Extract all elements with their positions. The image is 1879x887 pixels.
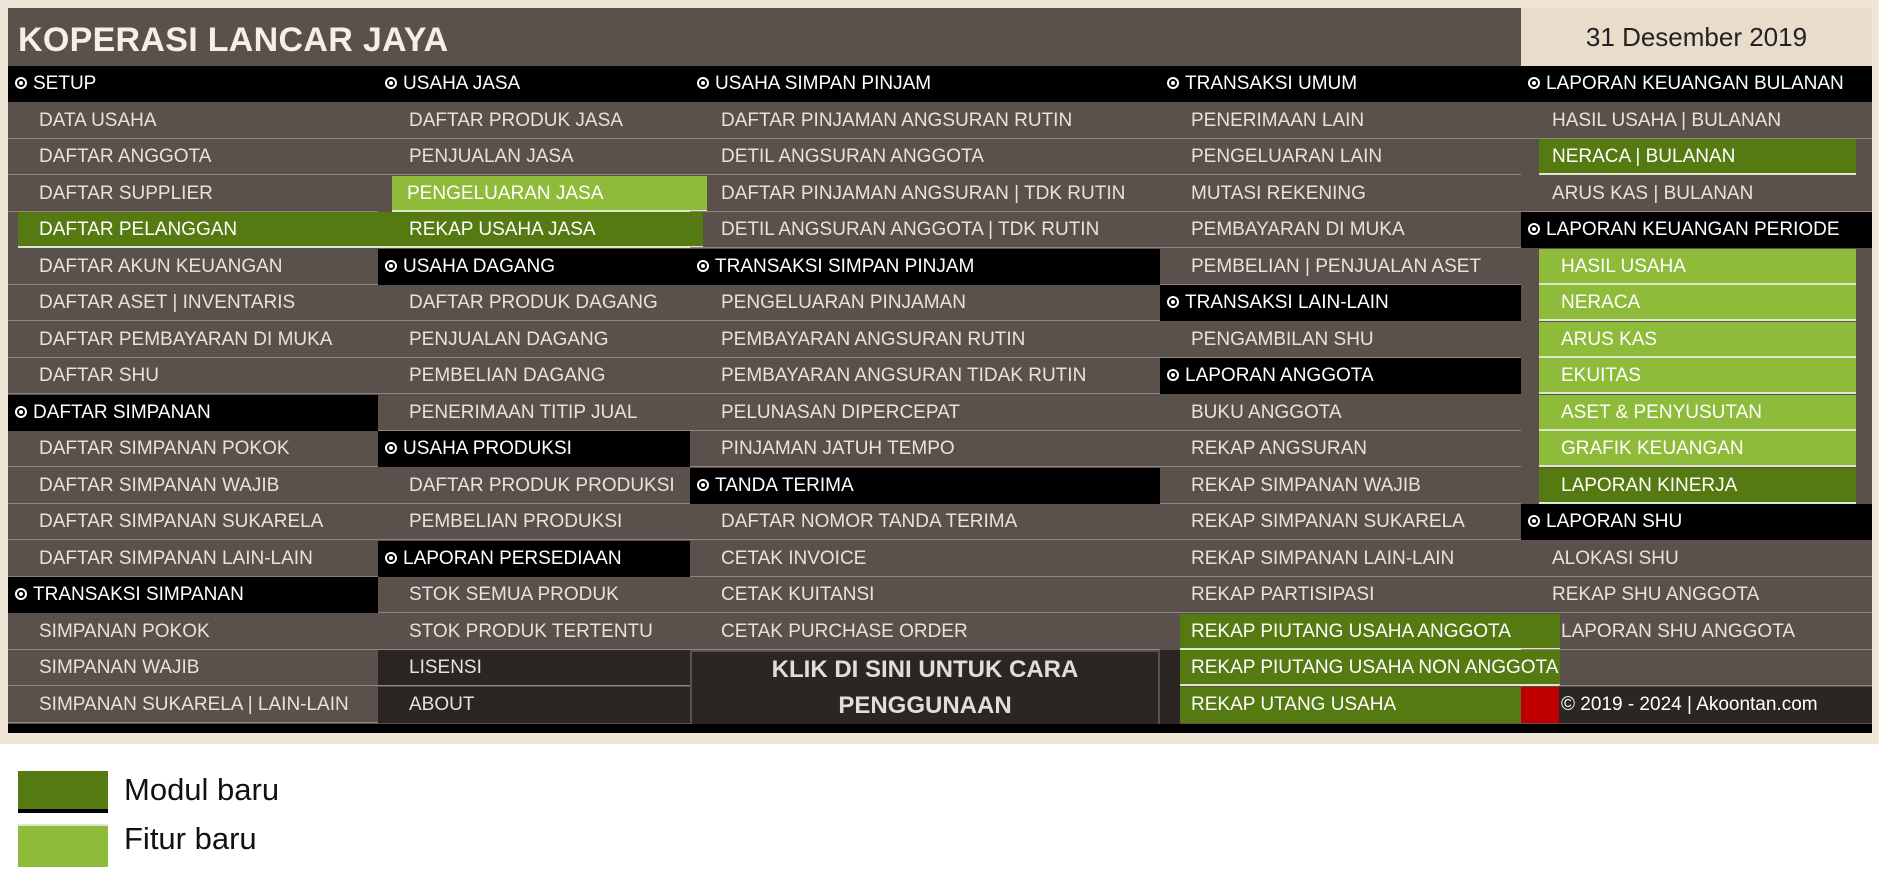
menu-pembayaran-angsuran-rutin[interactable]: PEMBAYARAN ANGSURAN RUTIN: [690, 322, 1160, 358]
section-label: LAPORAN KEUANGAN BULANAN: [1546, 73, 1844, 94]
menu-daftar-pelanggan[interactable]: DAFTAR PELANGGAN: [18, 212, 703, 248]
menu-daftar-pinjaman-tdk-rutin[interactable]: DAFTAR PINJAMAN ANGSURAN | TDK RUTIN: [690, 176, 1160, 212]
section-transaksi-simpanan[interactable]: [8, 577, 378, 613]
menu-simpanan-sukarela-lain-lain[interactable]: SIMPANAN SUKARELA | LAIN-LAIN: [8, 687, 378, 723]
menu-laporan-shu-anggota[interactable]: LAPORAN SHU ANGGOTA: [1521, 614, 1872, 650]
section-usaha-jasa[interactable]: [378, 66, 690, 102]
radio-bullet-icon: [1528, 515, 1540, 527]
section-label: LAPORAN KEUANGAN PERIODE: [1546, 219, 1840, 240]
section-laporan-shu[interactable]: [1521, 504, 1872, 540]
section-laporan-keuangan-periode[interactable]: [1521, 212, 1872, 248]
menu-hasil-usaha-bulanan[interactable]: HASIL USAHA | BULANAN: [1521, 103, 1872, 139]
section-label: TANDA TERIMA: [715, 475, 854, 496]
radio-bullet-icon: [697, 260, 709, 272]
menu-stok-produk-tertentu[interactable]: STOK PRODUK TERTENTU: [378, 614, 690, 650]
menu-daftar-produk-jasa[interactable]: DAFTAR PRODUK JASA: [378, 103, 690, 139]
menu-simpanan-pokok[interactable]: SIMPANAN POKOK: [8, 614, 378, 650]
menu-rekap-usaha-jasa[interactable]: REKAP USAHA JASA: [409, 219, 596, 240]
section-usaha-dagang[interactable]: [378, 249, 690, 285]
radio-bullet-icon: [697, 479, 709, 491]
menu-detil-angsuran-tdk-rutin[interactable]: DETIL ANGSURAN ANGGOTA | TDK RUTIN: [690, 212, 1160, 248]
section-label: USAHA PRODUKSI: [403, 438, 572, 459]
menu-daftar-produk-produksi[interactable]: DAFTAR PRODUK PRODUKSI: [378, 468, 690, 504]
radio-bullet-icon: [1167, 296, 1179, 308]
menu-stok-semua-produk[interactable]: STOK SEMUA PRODUK: [378, 577, 690, 613]
menu-detil-angsuran-anggota[interactable]: DETIL ANGSURAN ANGGOTA: [690, 139, 1160, 175]
menu-pembelian-penjualan-aset[interactable]: PEMBELIAN | PENJUALAN ASET: [1160, 249, 1521, 285]
legend-label-modul-baru: Modul baru: [124, 772, 280, 807]
section-label: USAHA SIMPAN PINJAM: [715, 73, 932, 94]
radio-bullet-icon: [15, 588, 27, 600]
menu-penerimaan-lain[interactable]: PENERIMAAN LAIN: [1160, 103, 1521, 139]
section-transaksi-simpan-pinjam[interactable]: [690, 249, 1160, 285]
legend-swatch-fitur-baru: [18, 824, 108, 867]
section-usaha-simpan-pinjam[interactable]: [690, 66, 1160, 102]
menu-aset-penyusutan[interactable]: ASET & PENYUSUTAN: [1539, 395, 1856, 431]
menu-grafik-keuangan[interactable]: GRAFIK KEUANGAN: [1539, 431, 1856, 467]
main-menu-panel: [8, 8, 1872, 733]
section-label: LAPORAN PERSEDIAAN: [403, 548, 622, 569]
radio-bullet-icon: [15, 77, 27, 89]
menu-daftar-akun-keuangan[interactable]: DAFTAR AKUN KEUANGAN: [8, 249, 378, 285]
menu-pembelian-produksi[interactable]: PEMBELIAN PRODUKSI: [378, 504, 690, 540]
date-display: 31 Desember 2019: [1521, 8, 1872, 66]
section-label: DAFTAR SIMPANAN: [33, 402, 211, 423]
copyright-text: © 2019 - 2024 | Akoontan.com: [1559, 687, 1872, 723]
menu-alokasi-shu[interactable]: ALOKASI SHU: [1521, 541, 1872, 577]
filler-block: [1160, 650, 1180, 724]
section-transaksi-umum[interactable]: [1160, 66, 1521, 102]
menu-arus-kas[interactable]: ARUS KAS: [1539, 322, 1856, 358]
menu-mutasi-rekening[interactable]: MUTASI REKENING: [1160, 176, 1521, 212]
menu-rekap-piutang-usaha-anggota[interactable]: REKAP PIUTANG USAHA ANGGOTA: [1180, 614, 1560, 650]
menu-pengambilan-shu[interactable]: PENGAMBILAN SHU: [1160, 322, 1521, 358]
menu-daftar-nomor-tanda-terima[interactable]: DAFTAR NOMOR TANDA TERIMA: [690, 504, 1160, 540]
radio-bullet-icon: [15, 406, 27, 418]
radio-bullet-icon: [385, 77, 397, 89]
section-daftar-simpanan[interactable]: [8, 395, 378, 431]
section-usaha-produksi[interactable]: [378, 431, 690, 467]
menu-penjualan-dagang[interactable]: PENJUALAN DAGANG: [378, 322, 690, 358]
menu-hasil-usaha[interactable]: HASIL USAHA: [1539, 249, 1856, 285]
menu-daftar-pinjaman-angsuran-rutin[interactable]: DAFTAR PINJAMAN ANGSURAN RUTIN: [690, 103, 1160, 139]
menu-about[interactable]: ABOUT: [378, 687, 690, 723]
menu-daftar-produk-dagang[interactable]: DAFTAR PRODUK DAGANG: [378, 285, 690, 321]
menu-daftar-anggota[interactable]: DAFTAR ANGGOTA: [8, 139, 378, 175]
menu-pembelian-dagang[interactable]: PEMBELIAN DAGANG: [378, 358, 690, 394]
section-label: TRANSAKSI SIMPANAN: [33, 584, 244, 605]
menu-rekap-partisipasi[interactable]: REKAP PARTISIPASI: [1160, 577, 1521, 613]
menu-pinjaman-jatuh-tempo[interactable]: PINJAMAN JATUH TEMPO: [690, 431, 1160, 467]
radio-bullet-icon: [385, 442, 397, 454]
menu-neraca-bulanan[interactable]: NERACA | BULANAN: [1539, 139, 1856, 175]
menu-daftar-supplier[interactable]: DAFTAR SUPPLIER: [8, 176, 378, 212]
menu-penerimaan-titip-jual[interactable]: PENERIMAAN TITIP JUAL: [378, 395, 690, 431]
menu-rekap-simpanan-sukarela[interactable]: REKAP SIMPANAN SUKARELA: [1160, 504, 1521, 540]
menu-rekap-piutang-usaha-non-anggota[interactable]: REKAP PIUTANG USAHA NON ANGGOTA: [1180, 650, 1560, 686]
menu-rekap-utang-usaha[interactable]: REKAP UTANG USAHA: [1180, 687, 1521, 723]
help-button[interactable]: [692, 652, 1158, 724]
section-laporan-keuangan-bulanan[interactable]: [1521, 66, 1872, 102]
menu-pengeluaran-jasa[interactable]: PENGELUARAN JASA: [392, 176, 707, 212]
section-label: USAHA JASA: [403, 73, 521, 94]
menu-daftar-simpanan-wajib[interactable]: DAFTAR SIMPANAN WAJIB: [8, 468, 378, 504]
menu-rekap-simpanan-lain-lain[interactable]: REKAP SIMPANAN LAIN-LAIN: [1160, 541, 1521, 577]
menu-cetak-purchase-order[interactable]: CETAK PURCHASE ORDER: [690, 614, 1160, 650]
menu-pengeluaran-lain[interactable]: PENGELUARAN LAIN: [1160, 139, 1521, 175]
menu-daftar-simpanan-lain-lain[interactable]: DAFTAR SIMPANAN LAIN-LAIN: [8, 541, 378, 577]
legend-label-fitur-baru: Fitur baru: [124, 821, 257, 856]
section-transaksi-lain-lain[interactable]: [1160, 285, 1521, 321]
menu-daftar-aset-inventaris[interactable]: DAFTAR ASET | INVENTARIS: [8, 285, 378, 321]
legend-swatch-modul-baru: [18, 771, 108, 813]
section-tanda-terima[interactable]: [690, 468, 1160, 504]
section-label: LAPORAN SHU: [1546, 511, 1683, 532]
menu-rekap-angsuran[interactable]: REKAP ANGSURAN: [1160, 431, 1521, 467]
bottom-border: [8, 724, 1872, 733]
menu-daftar-simpanan-sukarela[interactable]: DAFTAR SIMPANAN SUKARELA: [8, 504, 378, 540]
red-marker: [1521, 687, 1559, 723]
menu-pembayaran-angsuran-tidak-rutin[interactable]: PEMBAYARAN ANGSURAN TIDAK RUTIN: [690, 358, 1160, 394]
radio-bullet-icon: [1528, 223, 1540, 235]
menu-daftar-shu[interactable]: DAFTAR SHU: [8, 358, 378, 394]
menu-rekap-simpanan-wajib[interactable]: REKAP SIMPANAN WAJIB: [1160, 468, 1521, 504]
menu-simpanan-wajib[interactable]: SIMPANAN WAJIB: [8, 650, 378, 686]
section-label: LAPORAN ANGGOTA: [1185, 365, 1374, 386]
menu-lisensi[interactable]: LISENSI: [378, 650, 690, 686]
app-title: KOPERASI LANCAR JAYA: [18, 21, 449, 59]
empty-cell: [1559, 650, 1872, 686]
radio-bullet-icon: [1528, 77, 1540, 89]
radio-bullet-icon: [385, 260, 397, 272]
section-setup[interactable]: [8, 66, 378, 102]
section-label: TRANSAKSI SIMPAN PINJAM: [715, 256, 975, 277]
menu-ekuitas[interactable]: EKUITAS: [1539, 358, 1856, 394]
menu-cetak-kuitansi[interactable]: CETAK KUITANSI: [690, 577, 1160, 613]
section-laporan-anggota[interactable]: [1160, 358, 1521, 394]
menu-neraca[interactable]: NERACA: [1539, 285, 1856, 321]
menu-pelunasan-dipercepat[interactable]: PELUNASAN DIPERCEPAT: [690, 395, 1160, 431]
radio-bullet-icon: [385, 552, 397, 564]
help-line-1: KLIK DI SINI UNTUK CARA: [771, 656, 1079, 683]
menu-pengeluaran-pinjaman[interactable]: PENGELUARAN PINJAMAN: [690, 285, 1160, 321]
menu-laporan-kinerja[interactable]: LAPORAN KINERJA: [1539, 468, 1856, 504]
menu-rekap-shu-anggota[interactable]: REKAP SHU ANGGOTA: [1521, 577, 1872, 613]
radio-bullet-icon: [1167, 77, 1179, 89]
menu-daftar-pembayaran-di-muka[interactable]: DAFTAR PEMBAYARAN DI MUKA: [8, 322, 378, 358]
menu-pembayaran-di-muka[interactable]: PEMBAYARAN DI MUKA: [1160, 212, 1521, 248]
section-label: SETUP: [33, 73, 97, 94]
menu-arus-kas-bulanan[interactable]: ARUS KAS | BULANAN: [1521, 176, 1872, 212]
menu-cetak-invoice[interactable]: CETAK INVOICE: [690, 541, 1160, 577]
radio-bullet-icon: [1167, 369, 1179, 381]
menu-buku-anggota[interactable]: BUKU ANGGOTA: [1160, 395, 1521, 431]
menu-daftar-simpanan-pokok[interactable]: DAFTAR SIMPANAN POKOK: [8, 431, 378, 467]
section-label: TRANSAKSI UMUM: [1185, 73, 1358, 94]
help-line-2: PENGGUNAAN: [838, 692, 1012, 719]
section-label: USAHA DAGANG: [403, 256, 556, 277]
section-laporan-persediaan[interactable]: [378, 541, 690, 577]
radio-bullet-icon: [697, 77, 709, 89]
menu-data-usaha[interactable]: DATA USAHA: [8, 103, 378, 139]
menu-penjualan-jasa[interactable]: PENJUALAN JASA: [378, 139, 690, 175]
section-label: TRANSAKSI LAIN-LAIN: [1185, 292, 1389, 313]
